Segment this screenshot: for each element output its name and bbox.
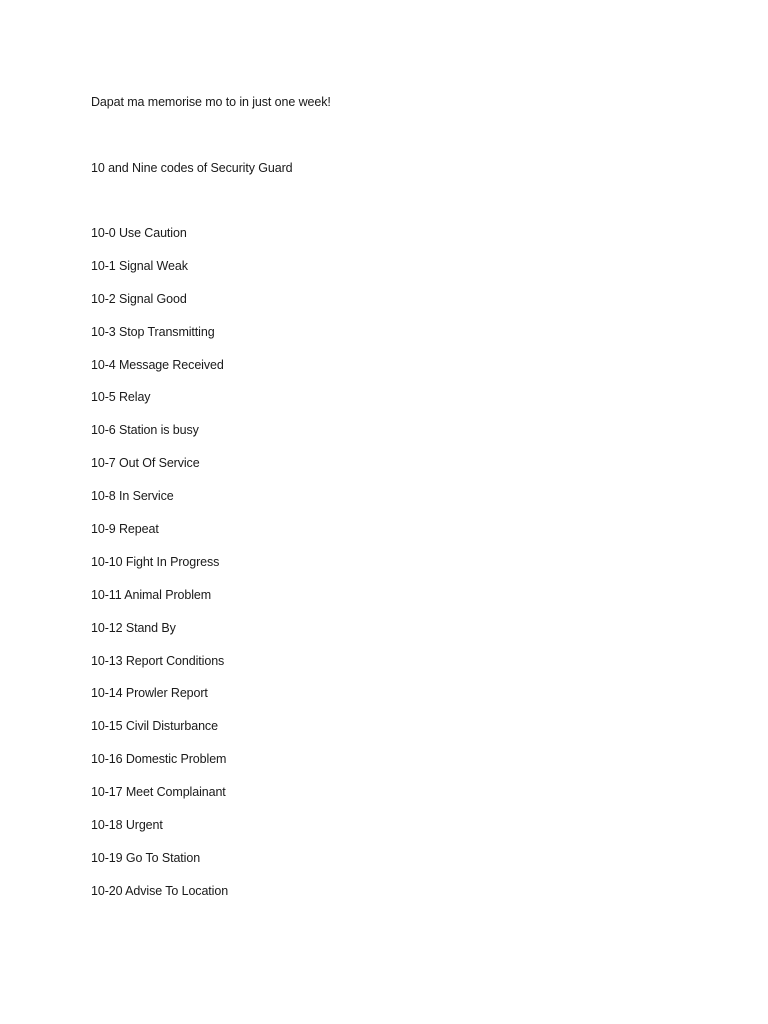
- code-item: 10-18 Urgent: [91, 818, 163, 833]
- code-item: 10-1 Signal Weak: [91, 258, 188, 273]
- code-item: 10-6 Station is busy: [91, 423, 199, 438]
- code-item: 10-2 Signal Good: [91, 291, 187, 306]
- code-item: 10-13 Report Conditions: [91, 653, 225, 668]
- code-item: 10-5 Relay: [91, 390, 151, 405]
- code-item: 10-4 Message Received: [91, 357, 224, 372]
- code-list: [91, 225, 228, 916]
- intro-text: Dapat ma memorise mo to in just one week!: [91, 95, 331, 109]
- document-heading: 10 and Nine codes of Security Guard: [91, 161, 293, 175]
- code-item: 10-11 Animal Problem: [91, 587, 212, 602]
- code-item: 10-16 Domestic Problem: [91, 752, 227, 767]
- code-item: 10-14 Prowler Report: [91, 686, 208, 701]
- code-item: 10-7 Out Of Service: [91, 456, 200, 471]
- code-item: 10-0 Use Caution: [91, 226, 187, 240]
- code-item: 10-19 Go To Station: [91, 850, 201, 865]
- code-item: 10-15 Civil Disturbance: [91, 719, 218, 734]
- code-item: 10-9 Repeat: [91, 522, 159, 537]
- code-item: 10-8 In Service: [91, 489, 174, 504]
- code-item: 10-10 Fight In Progress: [91, 554, 220, 569]
- code-item: 10-12 Stand By: [91, 620, 176, 635]
- code-item: 10-3 Stop Transmitting: [91, 324, 215, 339]
- code-item: 10-17 Meet Complainant: [91, 785, 226, 800]
- code-item: 10-20 Advise To Location: [91, 883, 229, 898]
